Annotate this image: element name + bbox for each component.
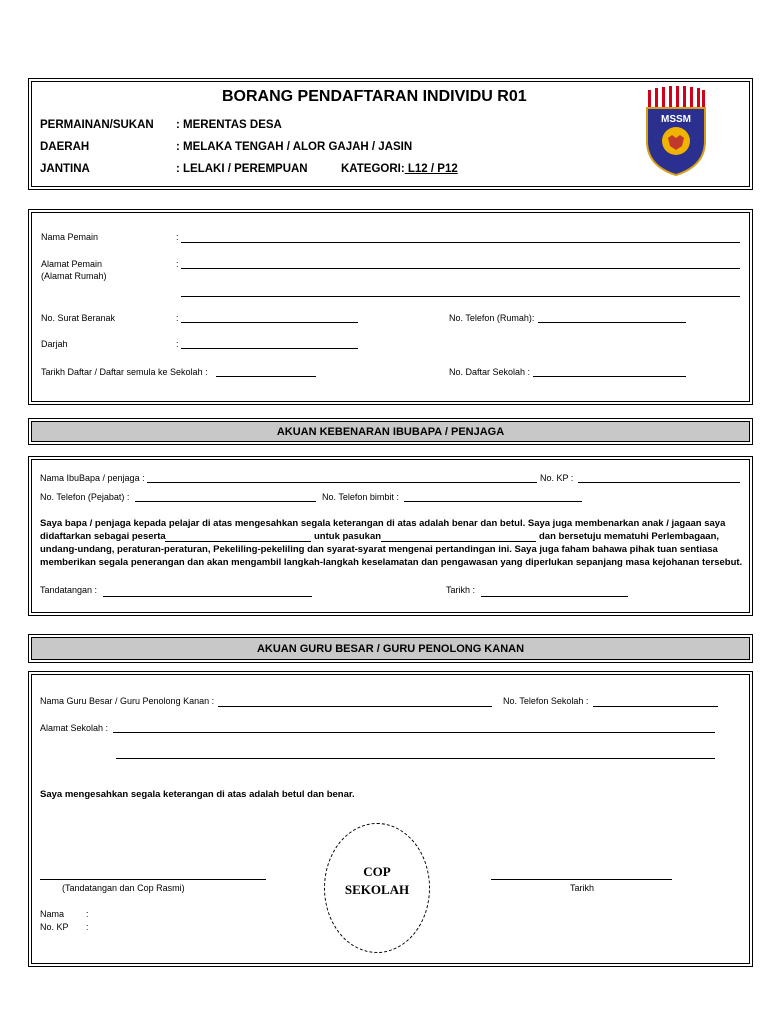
participant-line[interactable] — [165, 541, 311, 542]
colon: : — [86, 909, 89, 919]
colon: : — [176, 339, 179, 349]
parent-date-label: Tarikh : — [446, 585, 476, 595]
consent-line-2a: didaftarkan sebagai peserta — [40, 531, 166, 542]
player-name-line[interactable] — [181, 242, 740, 243]
school-register-label: No. Daftar Sekolah : — [449, 367, 531, 377]
office-phone-line[interactable] — [135, 501, 316, 502]
consent-line-1: Saya bapa / penjaga kepada pelajar di atas mengesahkan segala keterangan di atas adalah benar dan betul. Saya juga membenarkan anak / jagaan saya — [40, 518, 726, 529]
flag-stripes — [648, 86, 705, 108]
school-register-line[interactable] — [533, 376, 686, 377]
teacher-banner — [28, 634, 753, 663]
register-date-label: Tarikh Daftar / Daftar semula ke Sekolah : — [41, 367, 208, 377]
school-address-label: Alamat Sekolah : — [40, 723, 109, 733]
colon: : — [86, 922, 89, 932]
register-date-line[interactable] — [216, 376, 316, 377]
stamp-text-2: SEKOLAH — [344, 882, 410, 897]
mssm-logo — [646, 86, 706, 176]
player-address-line-2[interactable] — [181, 296, 740, 297]
mobile-phone-label: No. Telefon bimbit : — [322, 492, 399, 502]
consent-line-2b: untuk pasukan — [314, 531, 382, 542]
sport-label: PERMAINAN/SUKAN — [40, 119, 154, 131]
school-phone-line[interactable] — [593, 706, 718, 707]
school-phone-label: No. Telefon Sekolah : — [503, 696, 589, 706]
colon: : — [176, 313, 179, 323]
grade-label: Darjah — [41, 339, 68, 349]
consent-line-2c: dan bersetuju mematuhi Perlembagaan, — [539, 531, 720, 542]
form-title: BORANG PENDAFTARAN INDIVIDU R01 — [222, 88, 527, 105]
birth-cert-line[interactable] — [181, 322, 358, 323]
headmaster-name-label: Nama Guru Besar / Guru Penolong Kanan : — [40, 696, 215, 706]
teacher-ic-label: No. KP — [40, 922, 69, 932]
district-label: DAERAH — [40, 141, 90, 153]
category-field — [341, 163, 458, 175]
logo-text: MSSM — [661, 114, 691, 125]
home-phone-line[interactable] — [538, 322, 686, 323]
player-address-line-1[interactable] — [181, 268, 740, 269]
parent-name-line[interactable] — [147, 482, 537, 483]
headmaster-name-line[interactable] — [218, 706, 492, 707]
player-name-label: Nama Pemain — [41, 232, 99, 242]
gender-value: : LELAKI / PEREMPUAN — [176, 163, 308, 175]
grade-line[interactable] — [181, 348, 358, 349]
player-address-sub: (Alamat Rumah) — [41, 271, 107, 281]
category-value: L12 / P12 — [404, 163, 458, 175]
colon: : — [176, 259, 179, 269]
official-signature-caption: (Tandatangan dan Cop Rasmi) — [62, 883, 185, 893]
teacher-date-label: Tarikh — [570, 883, 595, 893]
official-signature-line[interactable] — [40, 879, 266, 880]
parent-signature-line[interactable] — [103, 596, 312, 597]
office-phone-label: No. Telefon (Pejabat) : — [40, 492, 130, 502]
player-address-label: Alamat Pemain — [41, 259, 103, 269]
stamp-text-1: COP — [363, 864, 391, 879]
district-value: : MELAKA TENGAH / ALOR GAJAH / JASIN — [176, 141, 413, 153]
consent-line-4: memberikan segala penerangan dan akan mengambil langkah-langkah keselamatan dan pengawasan yang diperlukan sepanjang masa kejohanan tersebut. — [40, 557, 743, 568]
parent-ic-label: No. KP : — [540, 473, 574, 483]
parent-name-label: Nama IbuBapa / penjaga : — [40, 473, 145, 483]
teacher-name-label: Nama — [40, 909, 65, 919]
mobile-phone-line[interactable] — [404, 501, 582, 502]
parent-ic-line[interactable] — [578, 482, 740, 483]
birth-cert-label: No. Surat Beranak — [41, 313, 116, 323]
consent-line-3: undang-undang, peraturan-peraturan, Pekeliling-pekeliling dan syarat-syarat mengenai pertandingan ini. Saya juga faham bahawa pihak tuan sentiasa — [40, 544, 718, 555]
school-address-line-2[interactable] — [116, 758, 715, 759]
teacher-date-line[interactable] — [491, 879, 672, 880]
school-address-line-1[interactable] — [113, 732, 715, 733]
colon: : — [176, 232, 179, 242]
gender-label: JANTINA — [40, 163, 90, 175]
team-line[interactable] — [381, 541, 536, 542]
parent-banner-text: AKUAN KEBENARAN IBUBAPA / PENJAGA — [31, 421, 750, 442]
parent-signature-label: Tandatangan : — [40, 585, 98, 595]
category-label: KATEGORI: — [341, 163, 405, 175]
home-phone-label: No. Telefon (Rumah): — [449, 313, 535, 323]
parent-date-line[interactable] — [481, 596, 628, 597]
teacher-banner-text: AKUAN GURU BESAR / GURU PENOLONG KANAN — [31, 637, 750, 660]
parent-banner — [28, 418, 753, 445]
sport-value: : MERENTAS DESA — [176, 119, 282, 131]
confirmation-text: Saya mengesahkan segala keterangan di atas adalah betul dan benar. — [40, 789, 355, 800]
